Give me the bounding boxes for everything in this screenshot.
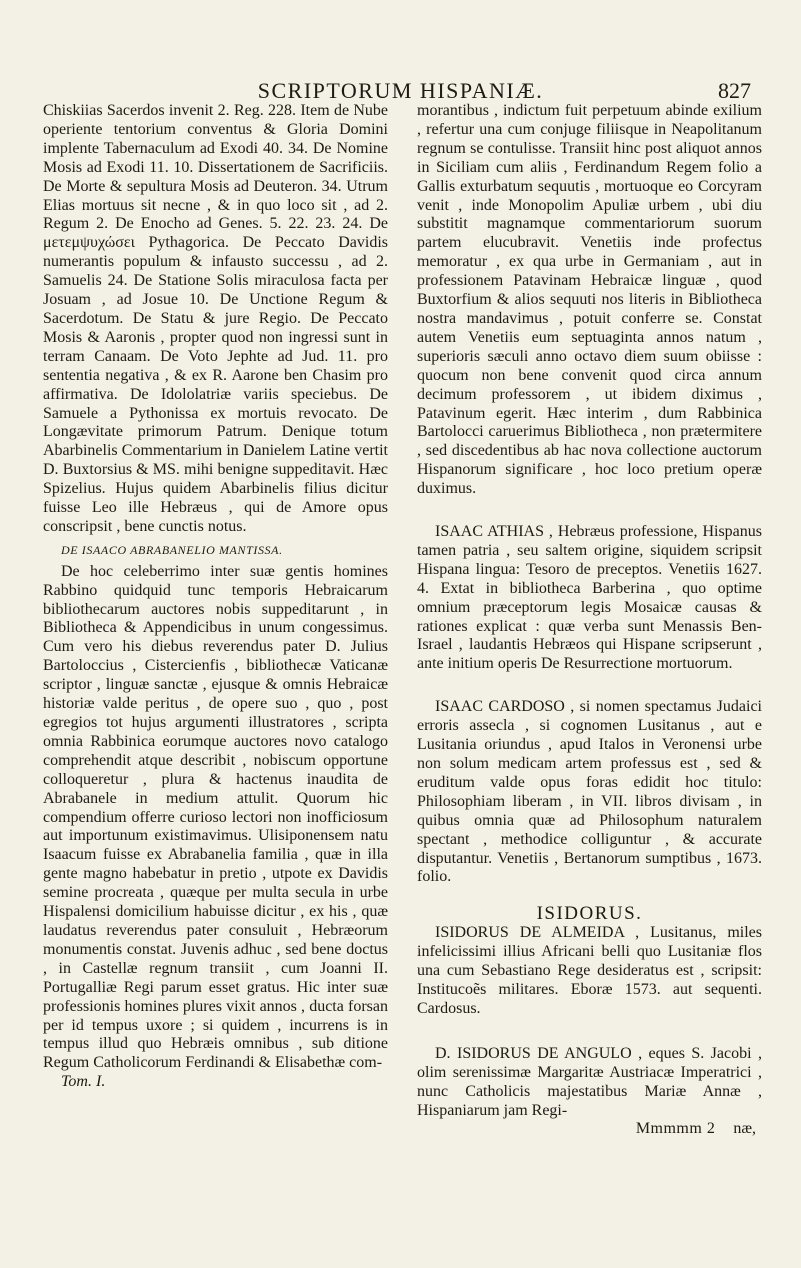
entry-isidorus-almeida: ISIDORUS DE ALMEIDA , Lusitanus, miles infelicissimi illius Africani belli quo Lusitaniæ flos una cum Sebastiano Rege desideratus est , scripsit: Institucoẽs militares. Eboræ 1573. aut sequenti. Cardosus. bbox=[417, 924, 762, 1017]
left-paragraph-2: De hoc celeberrimo inter suæ gentis homines Rabbino quidquid tunc temporis Hebraicarum bibliothecarum auctores nobis suppeditarunt , in Bibliotheca & Appendicibus in unum congessimus. Cum vero his diebus reverendus pater D. Julius Bartoloccius , Cistercienfis , bibliothecæ Vaticanæ scriptor , linguæ sanctæ , ejusque & omnis Hebraicæ historiæ valde peritus , de opere suo , quo , post egregios tot hujus argumenti illustratores , scripta omnia Rabbinica eorumque auctores novo catalogo comprehendit atque describit , nobiscum opportune colloqueretur , plura & hactenus inaudita de Abrabanele in medium attulit. Quorum hic compendium offerre curioso lectori non inofficiosum aut importunum existimavimus. Ulisiponensem natu Isaacum fuisse ex Abrabanelia familia , quæ in illa gente magno habebatur in pretio , utpote ex Davidis semine procreata , quæque per multa secula in urbe Hispalensi domicilium habuisse dicitur , ex his , quæ laudatus reverendus pater consuluit , Hebræorum monumentis constat. Juvenis adhuc , sed bene doctus , in Castellæ regnum transiit , cum Joanni II. Portugalliæ Regi parum esset gratus. Hic inter suæ professionis homines plures vixit annos , ducta forsan per id tempus uxore ; si quidem , incurrens is in tempus illud quo Hebræis omnibus , sub ditione Regum Catholicorum Ferdinandi & Elisabethæ com- bbox=[43, 562, 388, 1072]
page-number: 827 bbox=[718, 78, 751, 103]
entry-isaac-cardoso: ISAAC CARDOSO , si nomen spectamus Judaici erroris assecla , si cognomen Lusitanus , aut e Lusitania oriundus , apud Italos in Veronensi urbe non solum medicam artem professus est , sed & eruditum valde opus foras edidit hoc titulo: Philosophiam liberam , in VII. libros divisam , in quibus omnia quæ ad Philosophum naturalem spectant , methodice colliguntur , & accurate disputantur. Venetiis , Bertanorum sumptibus , 1673. folio. bbox=[417, 698, 762, 886]
catchword: næ, bbox=[733, 1120, 756, 1138]
right-paragraph-1: morantibus , indictum fuit perpetuum abinde exilium , refertur una cum conjuge filiisque in Neapolitanum regnum se contulisse. Transiit hinc post aliquot annos in Siciliam cum aliis , Ferdinandum Regem folio a Gallis exturbatum sequutis , mortuoque eo Corcyram venit , inde Monopolim Apuliæ urbem , ubi diu substitit magnamque commentariorum suorum partem elucubravit. Venetiis inde profectus memoratur , ex qua urbe in Germaniam , aut in professionem Patavinam Hebraicæ linguæ , quod Buxtorfium & alios sequuti nos literis in Bibliotheca nostra mandavimus , potuit conferre se. Constat autem Venetiis eum septuaginta annos natum , superioris sæculi anno octavo diem suum obiisse : quocum non bene convenit quod circa annum decimum professorem , ut ibidem diximus , Patavinum egerit. Hæc interim , dum Rabbinica Bartolocci caruerimus Bibliotheca , non prætermitere , sed discedentibus ab hac nova collectione auctorum Hispanorum significare , hoc loco pretium operæ duximus. bbox=[417, 102, 762, 498]
volume-label: Tom. I. bbox=[61, 1073, 106, 1091]
right-column bbox=[417, 102, 762, 1139]
left-footer bbox=[43, 1073, 388, 1092]
section-heading-isidorus: ISIDORUS. bbox=[536, 903, 643, 925]
left-column bbox=[43, 102, 388, 1092]
running-title: SCRIPTORUM HISPANIÆ. bbox=[257, 78, 544, 103]
section-heading-abrabanel: DE ISAACO ABRABANELIO MANTISSA. bbox=[61, 542, 283, 557]
left-paragraph-1: Chiskiias Sacerdos invenit 2. Reg. 228. Item de Nube operiente tentorium conventus & Gloria Domini implente Tabernaculum ad Exodi 40. 34. De Nomine Mosis ad Exodi 11. 10. Dissertationem de Sacrificiis. De Morte & sepultura Mosis ad Deuteron. 34. Utrum Elias mortuus sit necne , & in quo loco sit , ad 2. Regum 2. De Enocho ad Genes. 5. 22. 23. 24. De μετεμψυχώσει Pythagorica. De Peccato Davidis numerantis populum & infausto successu , ad 2. Samuelis 24. De Statione Solis miraculosa facta per Josuam , ad Josue 10. De Unctione Regum & Sacerdotum. De Statu & jure Regio. De Peccato Mosis & Aaronis , propter quod non ingressi sunt in terram Canaam. De Voto Jephte ad Jud. 11. pro sententia negativa , & ex R. Aarone ben Chasim pro affirmativa. De Idololatriæ variis speciebus. De Samuele a Pythonissa ex mortuis revocato. De Longævitate primorum Patrum. Denique totum Abarbinelis Commentarium in Danielem Latine vertit D. Buxtorsius & MS. mihi benigne suppeditavit. Hæc Spizelius. Hujus quidem Abarbinelis filius dicitur fuisse Leo ille Hebræus , qui de Amore opus conscripsit , bene cunctis notus. bbox=[43, 102, 388, 535]
entry-isidorus-angulo: D. ISIDORUS DE ANGULO , eques S. Jacobi , olim serenissimæ Margaritæ Austriacæ Imperatrici , nunc Catholicis majestatibus Mariæ Annæ , Hispaniarum jam Regi- bbox=[417, 1044, 762, 1119]
entry-isaac-athias: ISAAC ATHIAS , Hebræus professione, Hispanus tamen patria , seu saltem origine, siquidem scripsit Hispana lingua: Tesoro de preceptos. Venetiis 1627. 4. Extat in bibliotheca Barberina , quo optime omnium præceptorum legis Mosaicæ causas & rationes explicat : quæ verba sunt Menassis Ben-Israel , laudantis Hebræos qui Hispane scripserunt , ante initium operis De Resurrectione mortuorum. bbox=[417, 523, 762, 673]
signature-mark: Mmmmm 2 bbox=[635, 1120, 716, 1138]
right-footer bbox=[417, 1120, 762, 1139]
